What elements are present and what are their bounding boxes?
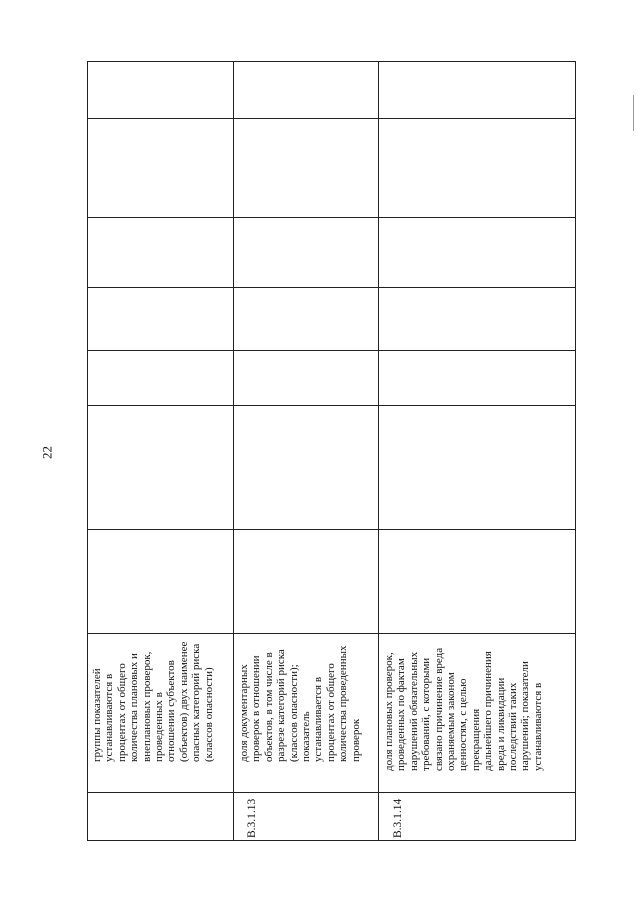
column-divider [88,529,575,530]
indicators-table [87,61,576,841]
column-divider [88,405,575,406]
row-2-code: В.3.1.13 [246,798,258,838]
column-divider [88,217,575,218]
row-1-description: группы показателей устанавливаются в процентах от общего количества плановых и внеплановых проверок, проведенных в отношении субъектов (объектов) двух наименее опасных категорий риска (классов опасности) [91,641,215,762]
row-2-description: доля документарных проверок в отношении объектов, в том числе в разрезе категорий риска (классов опасности); показатель устанавливается в процентах от общего количества проведенных проверок [238,645,362,762]
scan-edge-line [633,95,634,131]
row-3-code: В.3.1.14 [392,798,404,838]
row-divider [233,62,234,840]
row-3-description: доля плановых проверок, проведенных по фактам нарушений обязательных требований, с которыми связано причинение вреда охраняемым законом ценностям, с целью прекращения дальнейшего причинения вреда и ликвидации последствий таких нарушений; показатели устанавливаются в [383,647,544,771]
column-divider [88,350,575,351]
row-divider [378,62,379,840]
column-divider [88,287,575,288]
page-number: 22 [39,446,55,459]
column-divider [88,118,575,119]
column-divider [88,792,575,793]
